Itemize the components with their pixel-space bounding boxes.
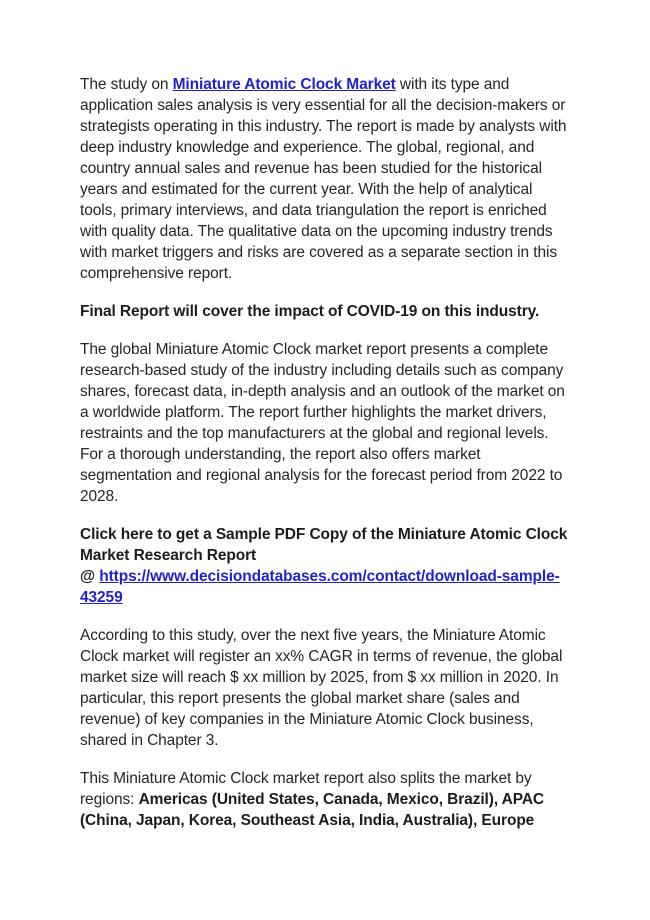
intro-text-after-link: with its type and application sales analysis is very essential for all the decision-makers or strategists operating in this industry. The report is made by analysts with deep industry knowledge and experience. The global, regional, and country annual sales and revenue has been studied for the historical years and estimated for the current year. With the help of analytical tools, primary interviews, and data triangulation the report is enriched with quality data. The qualitative data on the upcoming industry trends with market triggers and risks are covered as a separate section in this comprehensive report. <box>80 76 567 282</box>
link-miniature-atomic-clock-market[interactable]: Miniature Atomic Clock Market <box>172 76 396 93</box>
paragraph-regions <box>80 768 572 831</box>
sample-cta-text: Click here to get a Sample PDF Copy of the Miniature Atomic Clock Market Research Report <box>80 526 568 564</box>
paragraph-sample-cta <box>80 524 572 608</box>
paragraph-intro <box>80 74 572 284</box>
paragraph-cagr-forecast: According to this study, over the next five years, the Miniature Atomic Clock market will register an xx% CAGR in terms of revenue, the global market size will reach $ xx million by 2025, from $ xx million in 2020. In particular, this report presents the global market share (sales and revenue) of key companies in the Miniature Atomic Clock business, shared in Chapter 3. <box>80 627 563 749</box>
regions-text-intro: This Miniature Atomic Clock market report also splits the market by regions: <box>80 770 532 808</box>
intro-text-before-link: The study on <box>80 76 173 93</box>
paragraph-covid-note: Final Report will cover the impact of COVID-19 on this industry. <box>80 303 540 320</box>
paragraph-report-overview: The global Miniature Atomic Clock market report presents a complete research-based study of the industry including details such as company shares, forecast data, in-depth analysis and an outlook of the market on a worldwide platform. The report further highlights the market drivers, restraints and the top manufacturers at the global and regional levels. For a thorough understanding, the report also offers market segmentation and regional analysis for the forecast period from 2022 to 2028. <box>80 341 565 505</box>
sample-cta-at-symbol: @ <box>80 568 100 585</box>
link-download-sample[interactable]: https://www.decisiondatabases.com/contact/download-sample-43259 <box>80 568 560 606</box>
regions-list-bold: Americas (United States, Canada, Mexico, Brazil), APAC (China, Japan, Korea, Southeast Asia, India, Australia), Europe <box>80 791 545 829</box>
